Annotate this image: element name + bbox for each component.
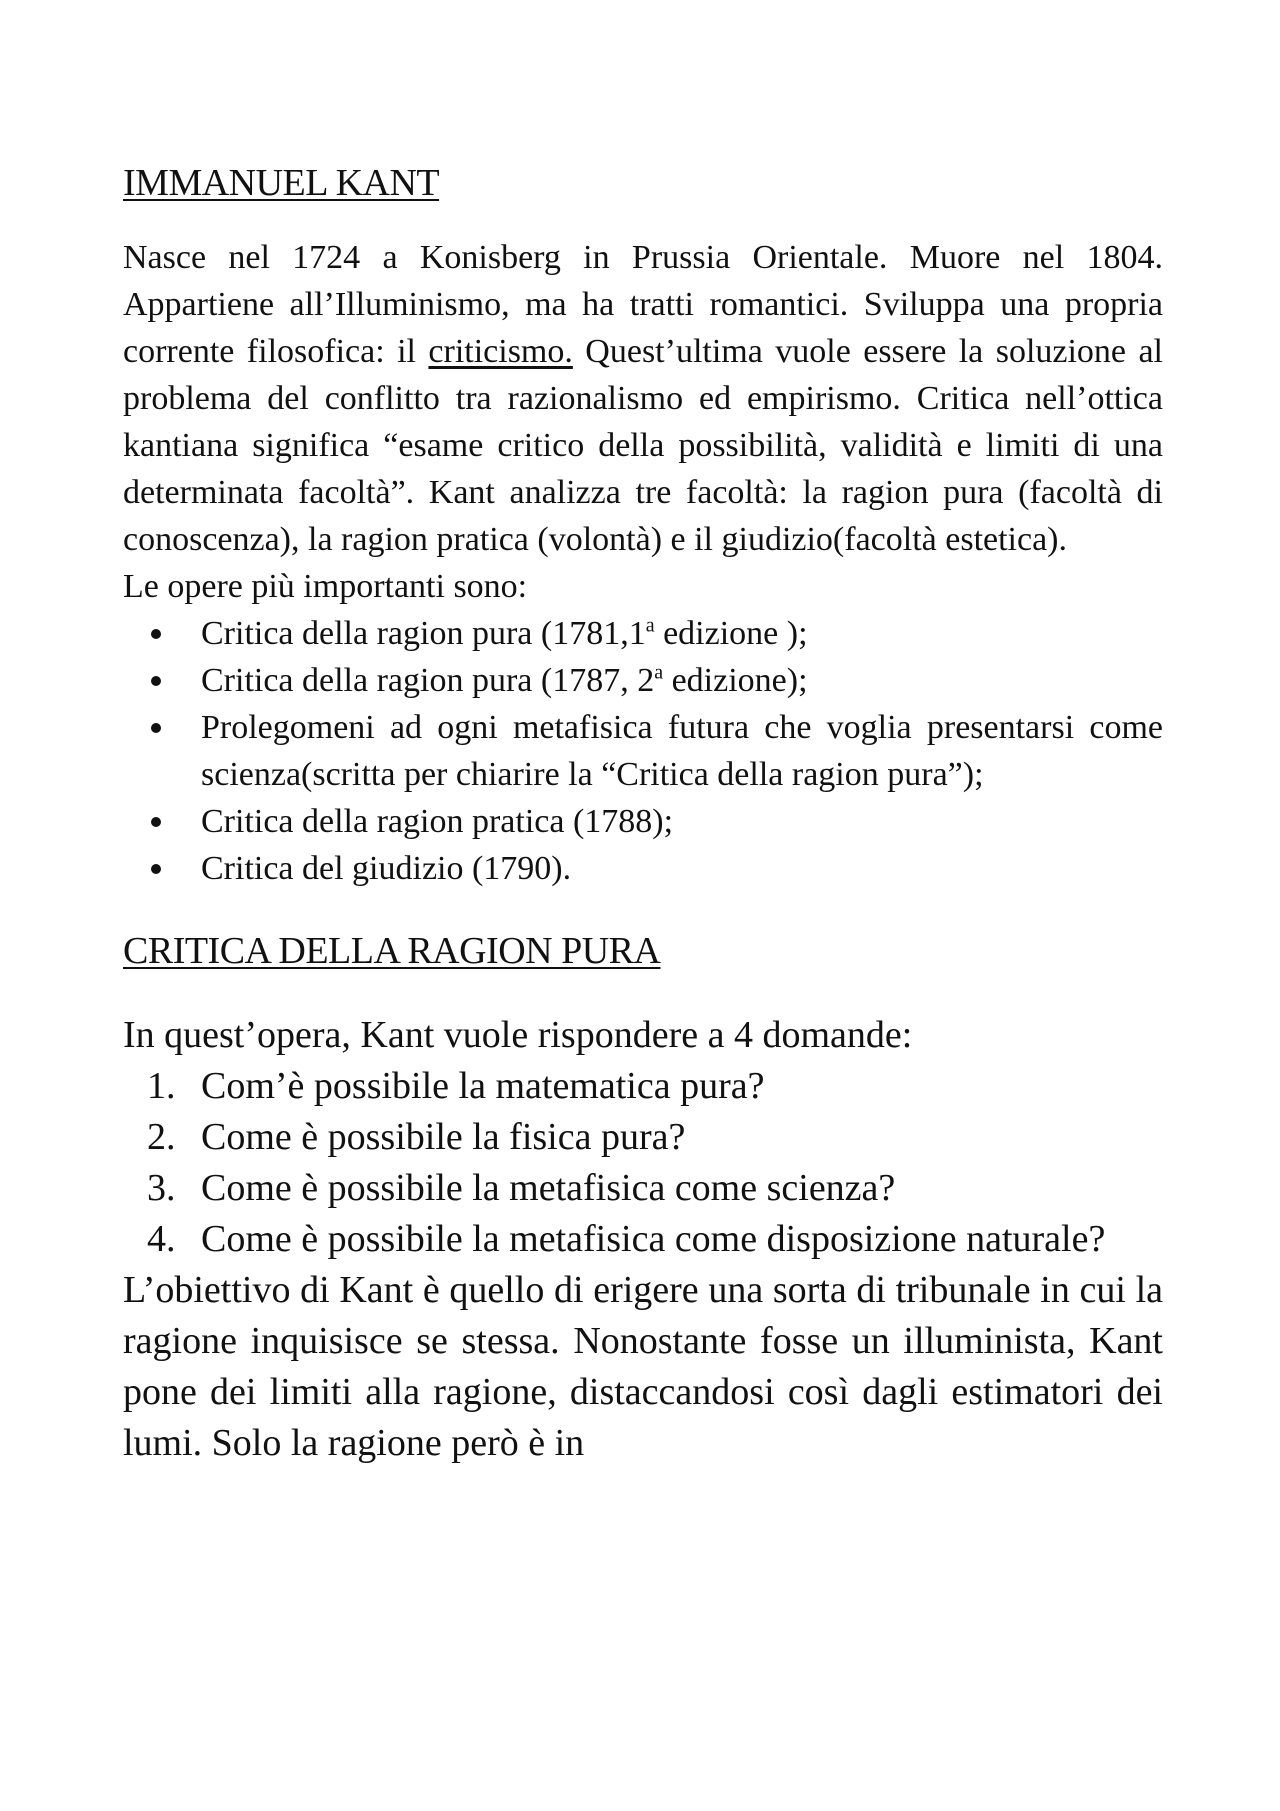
bullet-icon [151,817,161,827]
list-item: Critica della ragion pratica (1788); [123,798,1163,845]
list-item: 2. Come è possibile la fisica pura? [123,1112,1163,1163]
closing-paragraph: L’obiettivo di Kant è quello di erigere una sorta di tribunale in cui la ragione inquisisce se stessa. Nonostante fosse un illuminista, Kant pone dei limiti alla ragione, distaccandosi così dagli estimatori dei lumi. Solo la ragione però è in [123,1269,1163,1464]
list-item: Prolegomeni ad ogni metafisica futura che voglia presentarsi come scienza(scritta per chiarire la “Critica della ragion pura”); [123,704,1163,798]
list-item: 1. Com’è possibile la matematica pura? [123,1061,1163,1112]
list-number: 1. [147,1065,176,1107]
list-item: Critica del giudizio (1790). [123,845,1163,892]
intro-text-start: Nasce nel 1724 a Konisberg in Prussia Orientale. Muore nel 1804. Appartiene all’Illuminismo, ma ha tratti romantici. Sviluppa una propria corrente filosofica: il [123,239,1163,370]
questions-intro: In quest’opera, Kant vuole rispondere a 4 domande: [123,1014,913,1056]
works-intro: Le opere più importanti sono: [123,568,528,605]
list-item: 4. Come è possibile la metafisica come disposizione naturale? [123,1214,1163,1265]
bullet-icon [151,629,161,639]
bullet-icon [151,723,161,733]
document-page [123,160,1163,1469]
list-item: Critica della ragion pura (1781,1$^a$ edizione ); [123,610,1163,657]
intro-paragraph [123,234,1163,563]
questions-list [123,1061,1163,1265]
list-number: 3. [147,1167,176,1209]
bullet-icon [151,864,161,874]
list-item: Critica della ragion pura (1787, 2$^a$ edizione); [123,657,1163,704]
bullet-icon [151,676,161,686]
section-title-critica: CRITICA DELLA RAGION PURA [123,930,661,972]
intro-text-end: Quest’ultima vuole essere la soluzione al problema del conflitto tra razionalismo ed empirismo. Critica nell’ottica kantiana significa “esame critico della possibilità, validità e limiti di una determinata facoltà”. Kant analizza tre facoltà: la ragion pura (facoltà di conoscenza), la ragion pratica (volontà) e il giudizio(facoltà estetica). [123,333,1163,558]
works-list [123,610,1163,892]
section-title-kant: IMMANUEL KANT [123,162,440,204]
list-number: 4. [147,1218,176,1260]
list-item: 3. Come è possibile la metafisica come scienza? [123,1163,1163,1214]
list-number: 2. [147,1116,176,1158]
criticismo-underlined: criticismo. [428,333,573,370]
